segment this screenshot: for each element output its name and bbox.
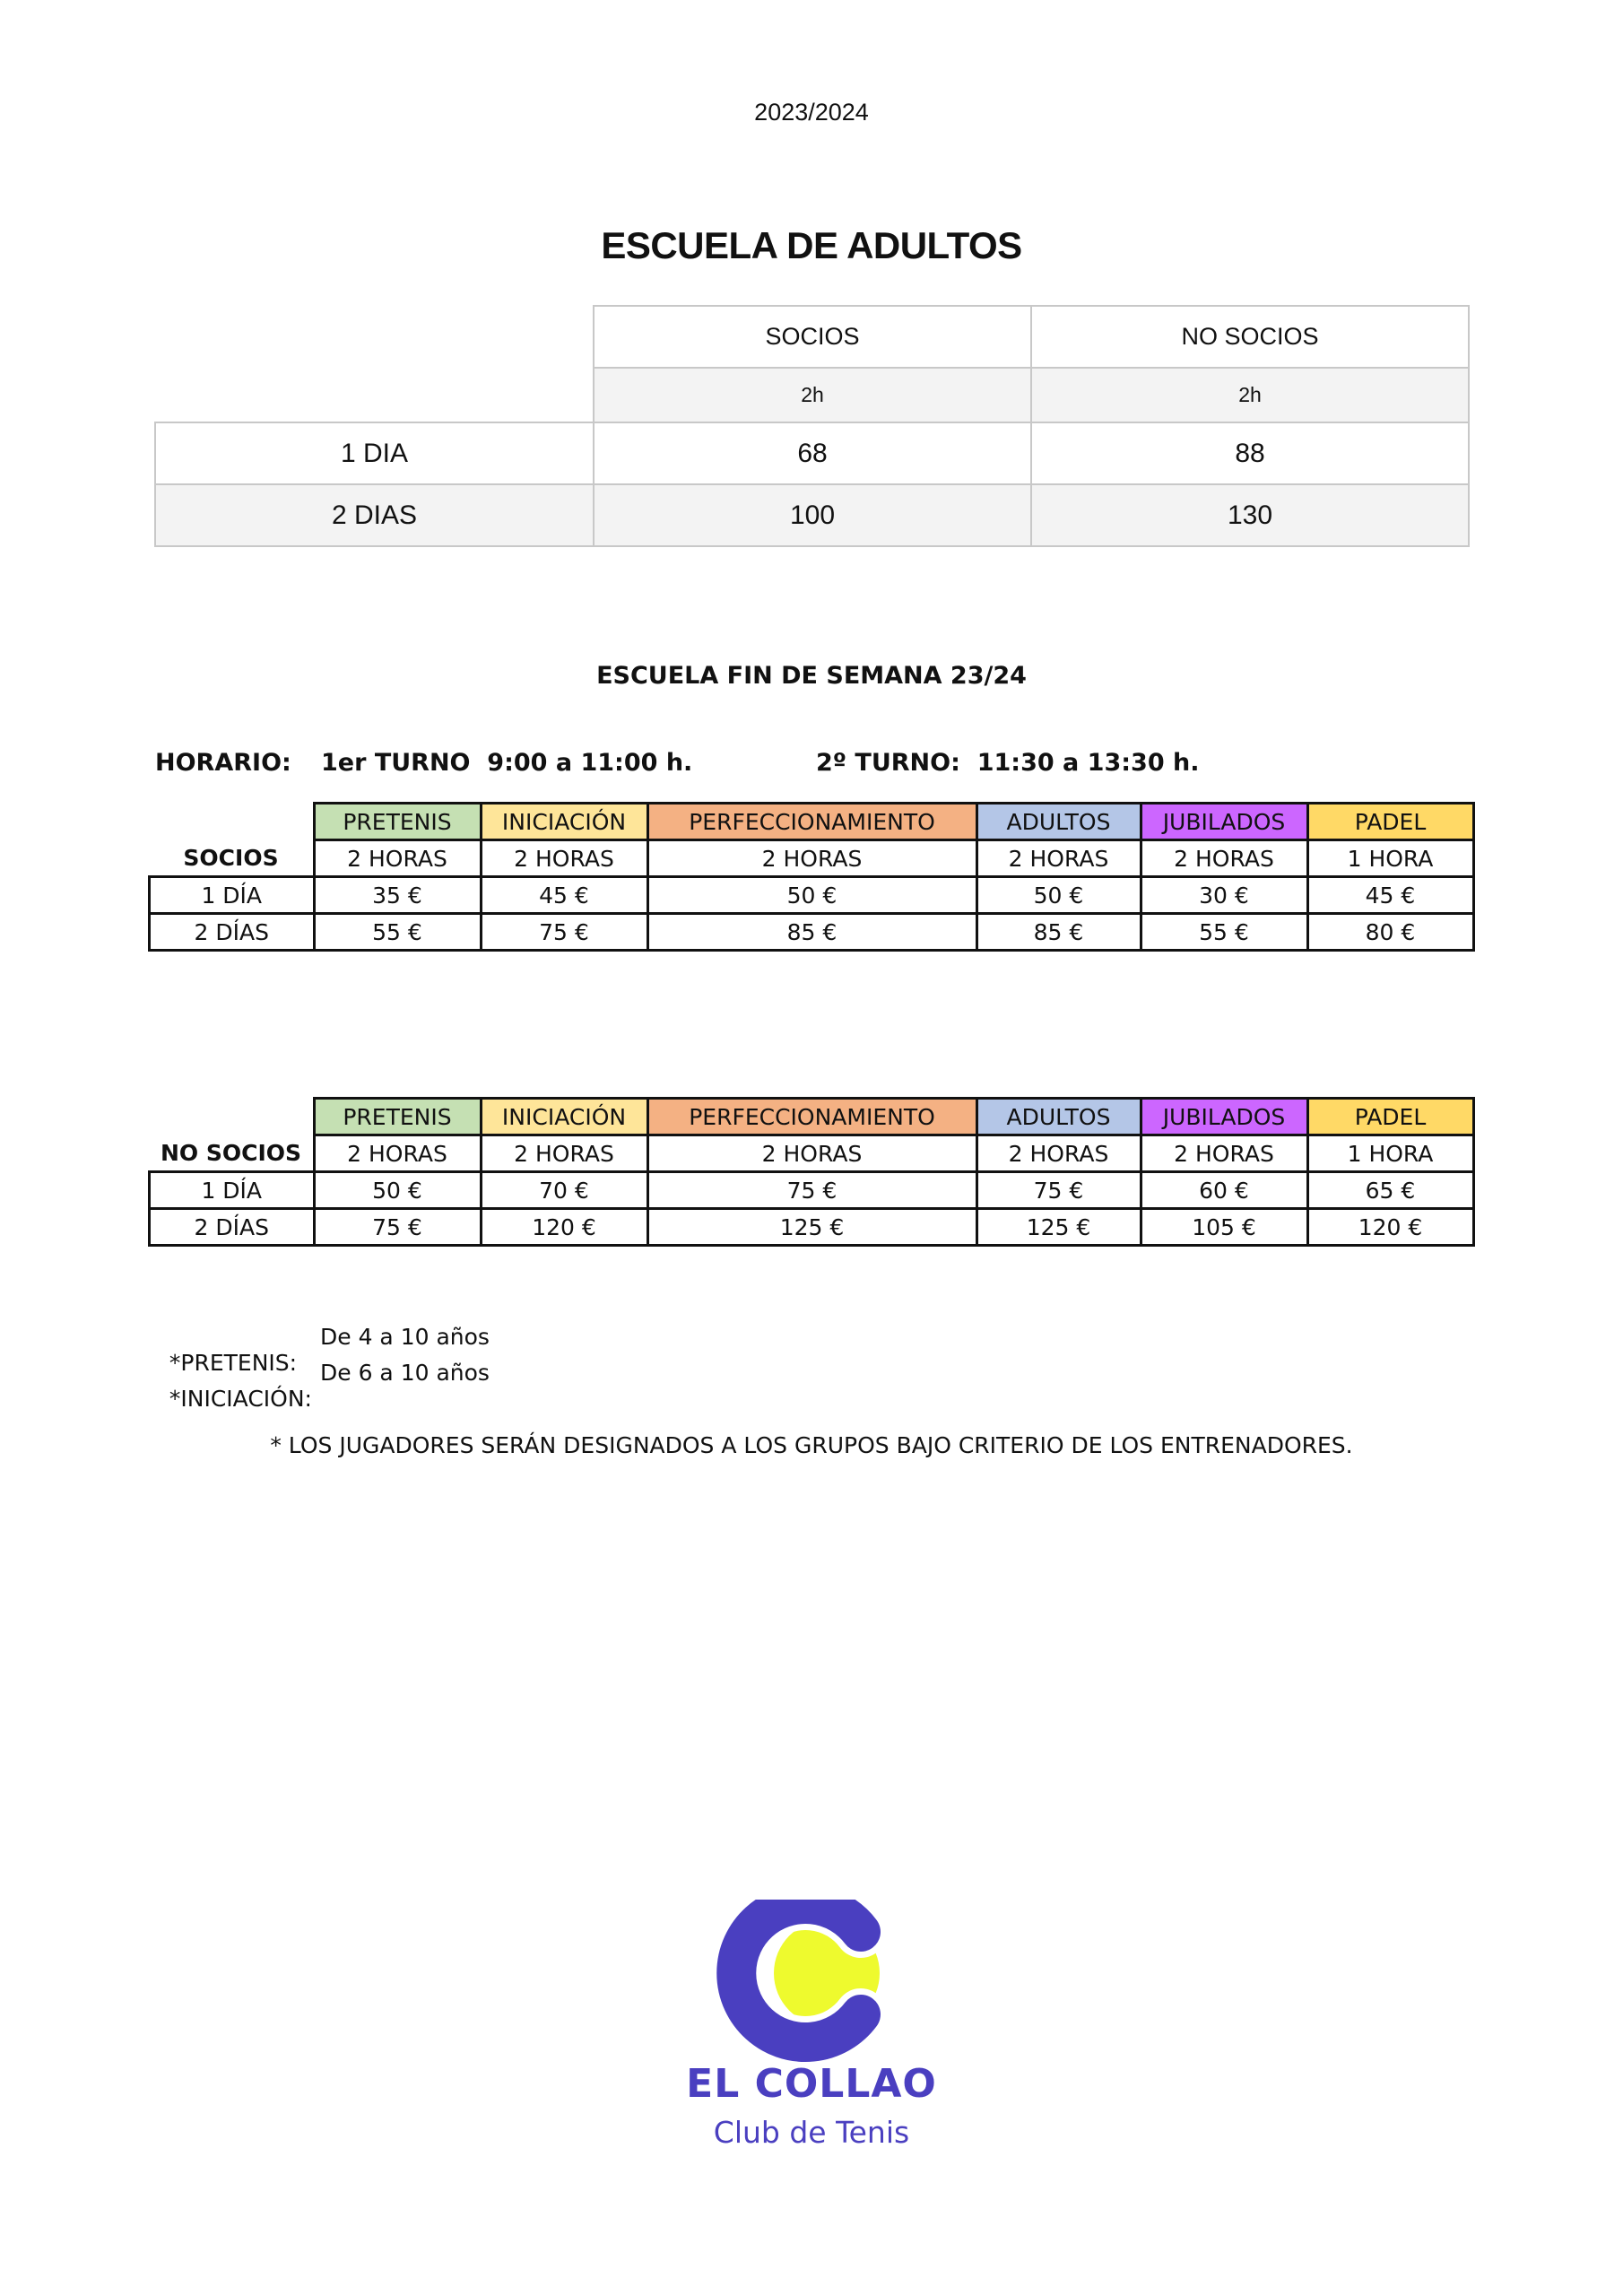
duration-cell: 1 HORA xyxy=(1307,1135,1473,1172)
table-row xyxy=(150,877,1474,914)
column-header-socios: SOCIOS xyxy=(594,306,1031,368)
adult-school-price-table xyxy=(154,305,1470,547)
table-header-row xyxy=(155,306,1469,368)
club-name: EL COLLAO xyxy=(686,2061,937,2107)
price-cell: 55 € xyxy=(314,914,481,951)
category-header: ADULTOS xyxy=(976,804,1141,840)
shift-2: 2º TURNO: 11:30 a 13:30 h. xyxy=(816,749,1200,777)
price-cell: 105 € xyxy=(1141,1209,1307,1246)
duration-cell: 2h xyxy=(1031,368,1469,422)
price-cell: 85 € xyxy=(976,914,1141,951)
price-cell: 30 € xyxy=(1141,877,1307,914)
price-cell: 55 € xyxy=(1141,914,1307,951)
price-cell: 68 xyxy=(594,422,1031,484)
duration-cell: 2 HORAS xyxy=(1141,1135,1307,1172)
table-row xyxy=(155,422,1469,484)
duration-cell: 2 HORAS xyxy=(647,840,976,877)
row-label: 2 DÍAS xyxy=(150,1209,315,1246)
duration-cell: 2 HORAS xyxy=(481,840,647,877)
category-header-row xyxy=(150,804,1474,840)
price-cell: 45 € xyxy=(1307,877,1473,914)
category-header: PRETENIS xyxy=(314,804,481,840)
duration-cell: 2 HORAS xyxy=(314,840,481,877)
duration-cell: 2 HORAS xyxy=(481,1135,647,1172)
price-cell: 85 € xyxy=(647,914,976,951)
category-header: PRETENIS xyxy=(314,1099,481,1135)
price-cell: 80 € xyxy=(1307,914,1473,951)
price-cell: 70 € xyxy=(481,1172,647,1209)
row-label: 2 DIAS xyxy=(155,484,594,546)
duration-row xyxy=(150,840,1474,877)
category-header: INICIACIÓN xyxy=(481,1099,647,1135)
category-header: PADEL xyxy=(1307,1099,1473,1135)
price-cell: 50 € xyxy=(976,877,1141,914)
row-label: 1 DÍA xyxy=(150,1172,315,1209)
price-cell: 65 € xyxy=(1307,1172,1473,1209)
price-cell: 120 € xyxy=(1307,1209,1473,1246)
table-row xyxy=(150,914,1474,951)
price-cell: 100 xyxy=(594,484,1031,546)
category-header-row xyxy=(150,1099,1474,1135)
duration-cell: 2h xyxy=(594,368,1031,422)
category-header: JUBILADOS xyxy=(1141,1099,1307,1135)
group-label: SOCIOS xyxy=(150,840,315,877)
note-iniciacion xyxy=(155,1360,490,1438)
price-cell: 50 € xyxy=(647,877,976,914)
note-value: De 4 a 10 años xyxy=(320,1324,490,1350)
note-value: De 6 a 10 años xyxy=(320,1360,490,1386)
column-header-no-socios: NO SOCIOS xyxy=(1031,306,1469,368)
row-label: 1 DIA xyxy=(155,422,594,484)
category-header: PERFECCIONAMIENTO xyxy=(647,804,976,840)
price-cell: 130 xyxy=(1031,484,1469,546)
category-header: INICIACIÓN xyxy=(481,804,647,840)
price-cell: 75 € xyxy=(481,914,647,951)
table-row xyxy=(150,1209,1474,1246)
duration-cell: 2 HORAS xyxy=(976,1135,1141,1172)
category-header: PERFECCIONAMIENTO xyxy=(647,1099,976,1135)
price-cell: 75 € xyxy=(976,1172,1141,1209)
row-label: 2 DÍAS xyxy=(150,914,315,951)
price-cell: 88 xyxy=(1031,422,1469,484)
season-year: 2023/2024 xyxy=(754,99,869,126)
category-header: PADEL xyxy=(1307,804,1473,840)
group-label: NO SOCIOS xyxy=(150,1135,315,1172)
duration-cell: 1 HORA xyxy=(1307,840,1473,877)
empty-corner-cell xyxy=(150,804,315,840)
row-label: 1 DÍA xyxy=(150,877,315,914)
price-cell: 50 € xyxy=(314,1172,481,1209)
club-subtitle: Club de Tenis xyxy=(713,2115,910,2150)
price-cell: 75 € xyxy=(647,1172,976,1209)
price-cell: 125 € xyxy=(647,1209,976,1246)
empty-corner-cell xyxy=(155,368,594,422)
empty-corner-cell xyxy=(150,1099,315,1135)
weekend-price-table-socios xyxy=(148,802,1475,952)
adult-school-title: ESCUELA DE ADULTOS xyxy=(601,224,1022,266)
price-cell: 125 € xyxy=(976,1209,1141,1246)
price-cell: 120 € xyxy=(481,1209,647,1246)
duration-cell: 2 HORAS xyxy=(1141,840,1307,877)
shift-1: 1er TURNO 9:00 a 11:00 h. xyxy=(321,749,693,777)
weekend-school-title: ESCUELA FIN DE SEMANA 23/24 xyxy=(596,662,1027,690)
price-cell: 45 € xyxy=(481,877,647,914)
weekend-price-table-no-socios xyxy=(148,1097,1475,1247)
duration-cell: 2 HORAS xyxy=(976,840,1141,877)
groups-note: * LOS JUGADORES SERÁN DESIGNADOS A LOS GRUPOS BAJO CRITERIO DE LOS ENTRENADORES. xyxy=(270,1432,1353,1458)
duration-cell: 2 HORAS xyxy=(314,1135,481,1172)
table-row xyxy=(155,484,1469,546)
note-label: *INICIACIÓN: xyxy=(169,1386,312,1412)
category-header: ADULTOS xyxy=(976,1099,1141,1135)
table-duration-row xyxy=(155,368,1469,422)
empty-corner-cell xyxy=(155,306,594,368)
table-row xyxy=(150,1172,1474,1209)
duration-row xyxy=(150,1135,1474,1172)
price-cell: 35 € xyxy=(314,877,481,914)
category-header: JUBILADOS xyxy=(1141,804,1307,840)
duration-cell: 2 HORAS xyxy=(647,1135,976,1172)
price-cell: 75 € xyxy=(314,1209,481,1246)
schedule-label: HORARIO: xyxy=(155,749,291,777)
price-cell: 60 € xyxy=(1141,1172,1307,1209)
note-label: *PRETENIS: xyxy=(169,1350,298,1376)
